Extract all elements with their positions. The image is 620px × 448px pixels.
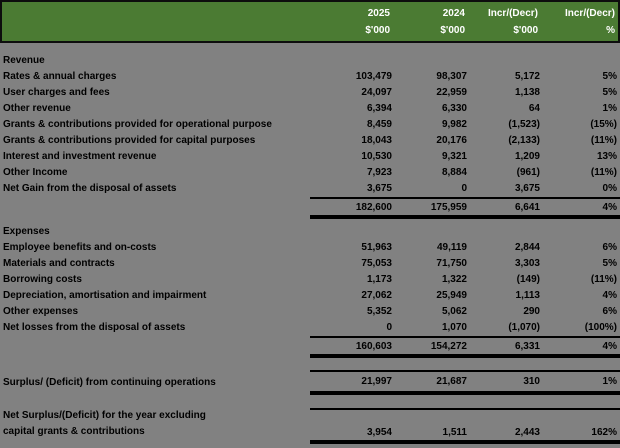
value-pct: 4%	[602, 202, 617, 213]
value-2024: 21,687	[436, 376, 467, 387]
value-pct: 162%	[591, 427, 617, 438]
section-title: Revenue	[3, 55, 45, 66]
section-title: Expenses	[3, 226, 50, 237]
value-incr: 1,209	[514, 151, 540, 162]
table-row	[0, 69, 620, 85]
column-unit-incr-amount: $'000	[513, 25, 538, 36]
row-values	[310, 288, 620, 304]
value-incr: 1,138	[514, 87, 540, 98]
row-label: Depreciation, amortisation and impairment	[3, 290, 207, 301]
value-pct: 1%	[602, 103, 617, 114]
row-values	[310, 133, 620, 149]
value-2024: 1,322	[441, 274, 467, 285]
value-pct: 13%	[596, 151, 617, 162]
value-incr: 310	[523, 376, 540, 387]
column-header-incr-percent: Incr/(Decr)	[564, 8, 615, 19]
row-label: Grants & contributions provided for capital purposes	[3, 135, 256, 146]
table-row	[0, 85, 620, 101]
expenses-total-row	[0, 336, 620, 358]
value-2025: 3,954	[366, 427, 392, 438]
value-incr: 2,844	[514, 242, 540, 253]
table-header	[0, 0, 620, 43]
table-row	[0, 165, 620, 181]
revenue-section-title-row	[0, 53, 620, 69]
net-surplus-label-row-2	[0, 424, 620, 444]
row-label: Surplus/ (Deficit) from continuing operations	[3, 377, 216, 388]
row-values	[310, 165, 620, 181]
value-2024: 20,176	[436, 135, 467, 146]
table-row	[0, 256, 620, 272]
value-pct: 4%	[602, 290, 617, 301]
value-2025: 75,053	[361, 258, 392, 269]
table-row	[0, 304, 620, 320]
value-incr: 3,303	[514, 258, 540, 269]
row-values	[310, 69, 620, 85]
row-values	[310, 370, 620, 395]
table-row	[0, 181, 620, 197]
column-unit-2024: $'000	[440, 25, 465, 36]
header-label-spacer	[2, 22, 308, 39]
table-row	[0, 117, 620, 133]
value-2025: 182,600	[355, 202, 392, 213]
value-2024: 9,982	[441, 119, 467, 130]
row-values	[310, 85, 620, 101]
row-label: User charges and fees	[3, 87, 110, 98]
table-row	[0, 101, 620, 117]
value-pct: 5%	[602, 87, 617, 98]
value-pct: (11%)	[590, 135, 617, 146]
value-pct: (11%)	[590, 274, 617, 285]
row-label: Grants & contributions provided for operational purpose	[3, 119, 272, 130]
value-incr: 64	[528, 103, 540, 114]
value-incr: 2,443	[514, 427, 540, 438]
value-incr: 3,675	[514, 183, 540, 194]
value-pct: (15%)	[590, 119, 617, 130]
value-2025: 8,459	[366, 119, 392, 130]
value-2025: 21,997	[361, 376, 392, 387]
section-gap	[0, 358, 620, 370]
header-unit-values	[308, 22, 618, 39]
value-2024: 5,062	[441, 306, 467, 317]
value-2025: 24,097	[361, 87, 392, 98]
value-2024: 175,959	[430, 202, 467, 213]
revenue-total-row	[0, 197, 620, 219]
value-2024: 49,119	[436, 242, 467, 253]
row-label: Net losses from the disposal of assets	[3, 322, 186, 333]
value-pct: 1%	[602, 376, 617, 387]
row-label: Other revenue	[3, 103, 71, 114]
row-label: Materials and contracts	[3, 258, 115, 269]
value-pct: 5%	[602, 258, 617, 269]
value-incr: (1,070)	[508, 322, 540, 333]
value-pct: 4%	[602, 341, 617, 352]
header-unit-row	[2, 22, 618, 39]
expenses-section-title-row	[0, 224, 620, 240]
value-2025: 5,352	[366, 306, 392, 317]
value-2025: 18,043	[361, 135, 392, 146]
value-2024: 0	[461, 183, 467, 194]
value-2025: 103,479	[355, 71, 392, 82]
value-2025: 27,062	[361, 290, 392, 301]
value-2025: 1,173	[366, 274, 392, 285]
column-header-incr-amount: Incr/(Decr)	[487, 8, 538, 19]
value-pct: 6%	[602, 306, 617, 317]
value-incr: (961)	[516, 167, 540, 178]
value-2025: 7,923	[366, 167, 392, 178]
row-label: Net Surplus/(Deficit) for the year excluding	[3, 410, 206, 421]
value-2025: 3,675	[366, 183, 392, 194]
value-2024: 22,959	[436, 87, 467, 98]
row-values	[310, 272, 620, 288]
value-2024: 25,949	[436, 290, 467, 301]
row-values	[310, 304, 620, 320]
value-incr: 290	[523, 306, 540, 317]
income-statement-table	[0, 43, 620, 444]
value-pct: (100%)	[584, 322, 617, 333]
value-pct: (11%)	[590, 167, 617, 178]
value-2024: 98,307	[436, 71, 467, 82]
column-unit-incr-percent: %	[606, 25, 615, 36]
row-label: Other Income	[3, 167, 68, 178]
row-label: capital grants & contributions	[3, 426, 145, 437]
row-values	[310, 424, 620, 444]
value-incr: (2,133)	[508, 135, 540, 146]
value-2024: 71,750	[436, 258, 467, 269]
value-2025: 160,603	[355, 341, 392, 352]
value-2024: 1,070	[441, 322, 467, 333]
value-incr: 6,641	[514, 202, 540, 213]
table-row	[0, 288, 620, 304]
section-gap	[0, 395, 620, 408]
row-label: Rates & annual charges	[3, 71, 117, 82]
value-2024: 154,272	[430, 341, 467, 352]
row-values	[310, 240, 620, 256]
value-pct: 6%	[602, 242, 617, 253]
value-incr: (149)	[516, 274, 540, 285]
table-row	[0, 133, 620, 149]
header-title-row	[2, 5, 618, 22]
value-2025: 6,394	[366, 103, 392, 114]
value-2024: 9,321	[441, 151, 467, 162]
value-2025: 10,530	[361, 151, 392, 162]
header-label-spacer	[2, 5, 308, 22]
value-pct: 5%	[602, 71, 617, 82]
total-row-label-spacer	[0, 336, 310, 358]
value-pct: 0%	[602, 183, 617, 194]
total-row-label-spacer	[0, 197, 310, 219]
value-incr: 5,172	[514, 71, 540, 82]
row-label: Borrowing costs	[3, 274, 82, 285]
row-values-spacer	[310, 408, 620, 424]
value-incr: 1,113	[515, 290, 540, 301]
value-incr: 6,331	[514, 341, 540, 352]
row-values	[310, 197, 620, 219]
row-values	[310, 101, 620, 117]
row-label: Other expenses	[3, 306, 79, 317]
row-values	[310, 256, 620, 272]
row-values	[310, 149, 620, 165]
column-header-2025: 2025	[367, 8, 390, 19]
surplus-continuing-operations-row	[0, 370, 620, 395]
row-values	[310, 117, 620, 133]
row-label: Net Gain from the disposal of assets	[3, 183, 177, 194]
table-row	[0, 320, 620, 336]
row-label: Interest and investment revenue	[3, 151, 157, 162]
row-values	[310, 320, 620, 336]
table-row	[0, 240, 620, 256]
header-title-values	[308, 5, 618, 22]
value-2024: 6,330	[441, 103, 467, 114]
value-incr: (1,523)	[508, 119, 540, 130]
value-2024: 8,884	[441, 167, 467, 178]
column-header-2024: 2024	[442, 8, 465, 19]
table-row	[0, 272, 620, 288]
row-values	[310, 336, 620, 358]
value-2024: 1,511	[442, 427, 467, 438]
net-surplus-label-row-1	[0, 408, 620, 424]
value-2025: 0	[386, 322, 392, 333]
row-values	[310, 181, 620, 197]
row-label: Employee benefits and on-costs	[3, 242, 157, 253]
table-row	[0, 149, 620, 165]
column-unit-2025: $'000	[365, 25, 390, 36]
value-2025: 51,963	[361, 242, 392, 253]
